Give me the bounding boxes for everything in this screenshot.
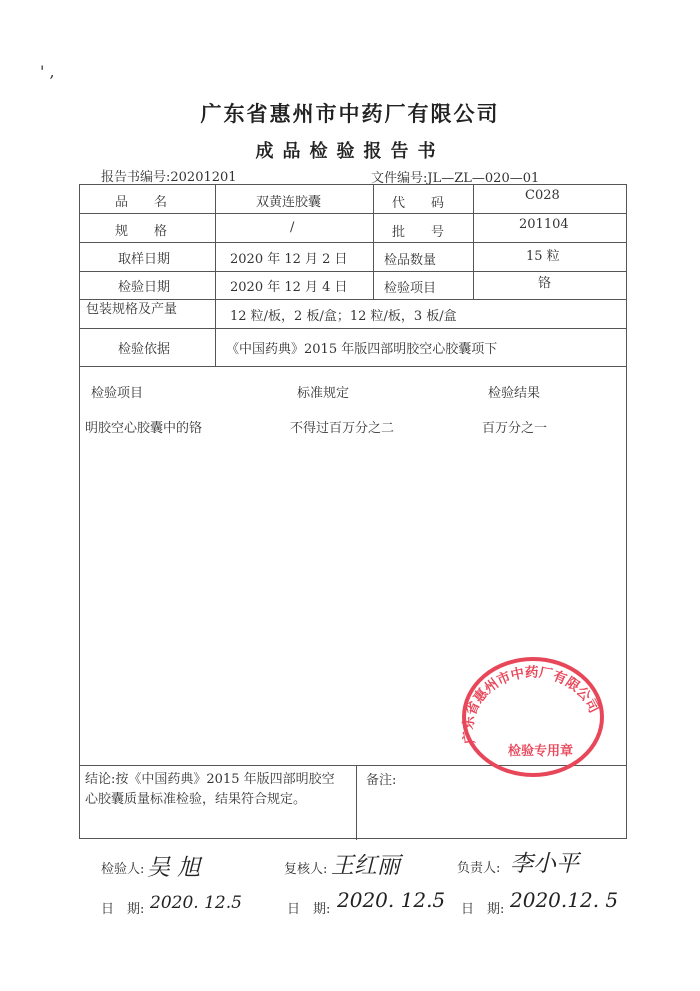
row-divider: [80, 328, 626, 329]
inspector-date-label: 日 期:: [101, 902, 145, 917]
product-label: 品 名: [115, 195, 168, 210]
results-row-standard: 不得过百万分之二: [290, 421, 395, 436]
results-col-result: 检验结果: [488, 386, 541, 401]
seal-subtext: 检验专用章: [508, 744, 574, 759]
inspector-signature: 吴 旭: [147, 855, 201, 881]
results-col-item: 检验项目: [91, 386, 144, 401]
batch-value: 201104: [519, 217, 569, 232]
inspector-date: 2020. 12.5: [150, 893, 242, 913]
responsible-signature: 李小平: [510, 851, 579, 877]
col-divider: [373, 185, 374, 299]
results-col-standard: 标准规定: [297, 386, 350, 401]
conclusion-line-1: [85, 768, 335, 787]
conclusion-label: 结论:: [85, 772, 116, 787]
stray-marks: ' ,: [40, 62, 55, 81]
spec-value: /: [290, 220, 295, 235]
test-date-label: 检验日期: [118, 280, 171, 295]
reviewer-label: 复核人:: [284, 862, 328, 877]
test-item-label: 检验项目: [384, 281, 437, 296]
conclusion-text-1: 按《中国药典》2015 年版四部明胶空: [115, 772, 335, 787]
basis-label: 检验依据: [118, 342, 171, 357]
packaging-value: 12 粒/板，2 板/盒；12 粒/板，3 板/盒: [230, 309, 457, 324]
seal-text-path: 广东省惠州市中药厂有限公司: [460, 664, 602, 746]
quantity-label: 检品数量: [384, 253, 437, 268]
spec-label: 规 格: [115, 224, 168, 239]
file-number-label: 文件编号:: [371, 171, 428, 186]
official-seal: [453, 653, 608, 777]
company-name: 广东省惠州市中药厂有限公司: [200, 102, 500, 126]
file-number-value: JL—ZL—020—01: [427, 171, 540, 186]
results-row-result: 百万分之一: [482, 421, 548, 436]
packaging-label: 包装规格及产量: [86, 302, 178, 317]
col-divider: [215, 185, 216, 299]
responsible-label: 负责人:: [457, 861, 501, 876]
conclusion-text-2: 心胶囊质量标准检验，结果符合规定。: [85, 792, 307, 807]
report-number: [101, 166, 237, 185]
col-divider: [215, 299, 216, 366]
report-title: 成品检验报告书: [255, 141, 445, 162]
sample-date-value: 2020 年 12 月 2 日: [230, 252, 348, 267]
inspector-label: 检验人:: [101, 862, 145, 877]
batch-label: 批 号: [392, 225, 445, 240]
reviewer-date-label: 日 期:: [287, 902, 331, 917]
col-divider: [473, 185, 474, 299]
row-divider: [80, 242, 626, 243]
responsible-date-label: 日 期:: [461, 902, 505, 917]
test-date-value: 2020 年 12 月 4 日: [230, 280, 348, 295]
report-number-label: 报告书编号:: [101, 170, 171, 185]
basis-value: 《中国药典》2015 年版四部明胶空心胶囊项下: [226, 342, 498, 357]
report-number-value: 20201201: [170, 170, 237, 185]
remarks-label: 备注:: [366, 773, 397, 788]
product-value: 双黄连胶囊: [256, 195, 322, 210]
responsible-date: 2020.12. 5: [510, 888, 619, 912]
reviewer-date: 2020. 12.5: [337, 888, 446, 912]
col-divider: [356, 765, 357, 840]
quantity-value: 15 粒: [526, 249, 560, 264]
code-label: 代 码: [392, 196, 445, 211]
results-row-item: 明胶空心胶囊中的铬: [85, 421, 203, 436]
code-value: C028: [525, 188, 560, 203]
reviewer-signature: 王红丽: [331, 853, 400, 879]
test-item-value: 铬: [538, 276, 552, 291]
row-divider: [80, 213, 626, 214]
sample-date-label: 取样日期: [118, 252, 171, 267]
row-divider: [80, 366, 626, 367]
